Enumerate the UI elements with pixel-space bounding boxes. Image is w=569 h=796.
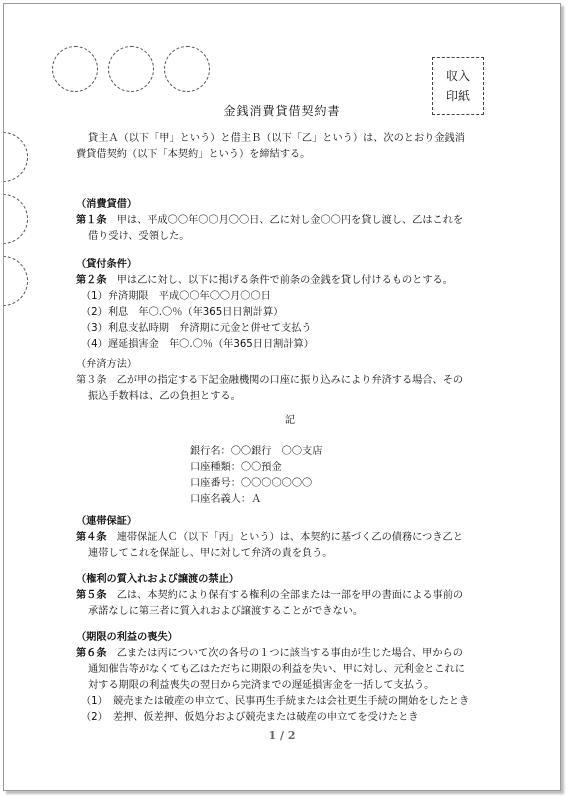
article-5: （権利の質入れおよび譲渡の禁止） 第５条 乙は、本契約により保有する権利の全部または一部を甲の書面による事前の 承諾なしに第三者に質入れおよび譲渡することができない。 xyxy=(76,574,464,617)
stamp-label-1: 収入 xyxy=(445,69,470,83)
page-number: 1 / 2 xyxy=(268,729,296,742)
intro-paragraph: 貸主Ａ（以下「甲」という）と借主Ｂ（以下「乙」という）は、次のとおり金銭消 費貸借契約（以下「本契約」という）を締結する。 xyxy=(76,133,465,160)
punch-hole-mark xyxy=(0,194,28,244)
article-2: （貸付条件） 第２条 甲は乙に対し、以下に掲げる条件で前条の金銭を貸し付けるものとする。 （1）弁済期限 平成〇〇年〇〇月〇〇日 （2）利息 年〇.〇％（年365日日割計算） （3）利息支払時期 弁済期に元金と併せて支払う （4）遅延損害金 年〇.〇％（年365日日割計算） xyxy=(76,259,453,350)
article-6: （期限の利益の喪失） 第６条 乙または丙について次の各号の１つに該当する事由が生じた場合、甲からの 通知催告等がなくても乙はただちに期限の利益を失い、甲に対し、元利金とこれに 対する期限の利益喪失の翌日から完済までの遅延損害金を一括して支払う。 （1） 競売または破産の申立て、民事再生手続または会社更生手続の開始をしたとき （2） 差押、仮差押、仮処分および競売または破産の申立てを受けたとき xyxy=(76,632,470,723)
seal-circle xyxy=(52,46,98,92)
stamp-label-2: 印紙 xyxy=(445,89,470,103)
punch-hole-mark xyxy=(0,256,28,306)
article-3: （弁済方法） 第３条 乙が甲の指定する下記金融機関の口座に振り込みにより弁済する場合、その 振込手数料は、乙の負担とする。 記 xyxy=(76,357,504,429)
article-4: （連帯保証） 第４条 連帯保証人Ｃ（以下「丙」という）は、本契約に基づく乙の債務につき乙と 連帯してこれを保証し、甲に対して弁済の責を負う。 xyxy=(76,516,463,559)
seal-circle xyxy=(108,46,154,92)
seal-circle xyxy=(164,46,210,92)
document-title: 金銭消費貸借契約書 xyxy=(223,104,341,118)
document-page xyxy=(3,3,561,791)
punch-hole-mark xyxy=(0,132,28,182)
ki-label: 記 xyxy=(284,415,296,426)
article-1: （消費貸借） 第１条 甲は、平成〇〇年〇〇月〇〇日、乙に対し金〇〇円を貸し渡し、乙はこれを 借り受け、受領した。 xyxy=(76,199,464,242)
bank-details: 銀行名：〇〇銀行 〇〇支店 口座種類：〇〇預金 口座番号：〇〇〇〇〇〇〇 口座名義人：Ａ xyxy=(190,446,323,505)
